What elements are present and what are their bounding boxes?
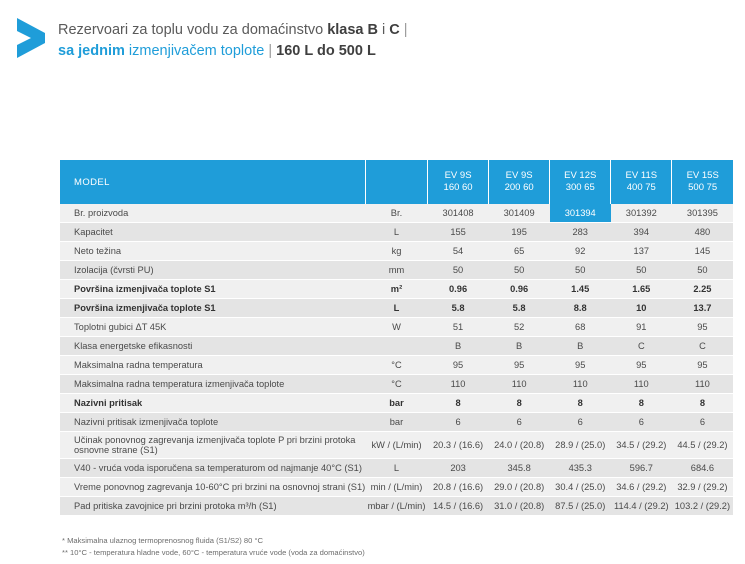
table-row [60,337,733,356]
row-value: 394 [611,223,672,242]
row-value: 29.0 / (20.8) [489,478,550,497]
row-label: Klasa energetske efikasnosti [60,337,365,356]
column-header-model-name: EV 15S [686,170,719,182]
table-row [60,478,733,497]
row-value: 34.6 / (29.2) [611,478,672,497]
row-value: 137 [611,242,672,261]
row-value: 50 [550,261,611,280]
row-value: 480 [672,223,733,242]
header-title-line-2 [58,41,408,62]
row-value: 95 [672,356,733,375]
row-label: Maksimalna radna temperatura [60,356,365,375]
row-value: 301394 [550,204,611,223]
row-value: 87.5 / (25.0) [550,497,611,516]
row-value: 44.5 / (29.2) [672,432,733,459]
document-header [0,0,745,62]
row-value: 6 [428,413,489,432]
row-value: 68 [550,318,611,337]
row-value: 30.4 / (25.0) [550,478,611,497]
row-value: 5.8 [428,299,489,318]
row-label: Maksimalna radna temperatura izmenjivača toplote [60,375,365,394]
row-value: 65 [489,242,550,261]
column-header-ev9s-160 [428,160,489,204]
row-unit: Br. [365,204,427,223]
row-value: 8 [611,394,672,413]
table-row [60,280,733,299]
row-value: 103.2 / (29.2) [672,497,733,516]
row-unit: L [365,459,427,478]
row-value: 50 [672,261,733,280]
row-unit: bar [365,413,427,432]
column-header-model-code: 160 60 [443,182,473,193]
row-label: Neto težina [60,242,365,261]
row-value: 110 [489,375,550,394]
row-unit: min / (L/min) [365,478,427,497]
column-header-ev12s-300 [550,160,611,204]
footnotes-block [62,535,365,559]
row-value: B [550,337,611,356]
row-value: 6 [489,413,550,432]
table-row [60,318,733,337]
row-value: 95 [428,356,489,375]
row-value: 6 [611,413,672,432]
row-label: Nazivni pritisak [60,394,365,413]
column-header-model-name: EV 12S [564,170,597,182]
row-value: 110 [672,375,733,394]
row-unit: L [365,299,427,318]
row-unit: mbar / (L/min) [365,497,427,516]
row-value: 8 [489,394,550,413]
header-title-separator-2: | [264,43,277,60]
row-value: 195 [489,223,550,242]
table-row [60,394,733,413]
row-value: 95 [489,356,550,375]
row-label: Površina izmenjivača toplote S1 [60,280,365,299]
header-title-conj: i [378,22,390,38]
table-row [60,261,733,280]
row-value: 684.6 [672,459,733,478]
row-value: 145 [672,242,733,261]
row-label: Pad pritiska zavojnice pri brzini protoka m³/h (S1) [60,497,365,516]
row-value: 95 [611,356,672,375]
row-value: 91 [611,318,672,337]
row-label: Nazivni pritisak izmenjivača toplote [60,413,365,432]
table-header [60,160,733,204]
chevron-right-logo-icon [14,16,48,60]
row-value: 51 [428,318,489,337]
row-unit: bar [365,394,427,413]
row-value: 301392 [611,204,672,223]
row-unit: L [365,223,427,242]
row-value: 50 [428,261,489,280]
row-value: 31.0 / (20.8) [489,497,550,516]
row-value: 13.7 [672,299,733,318]
column-header-model-name: EV 11S [625,170,658,182]
column-header-model-name: EV 9S [505,170,533,182]
row-value: 28.9 / (25.0) [550,432,611,459]
row-unit: mm [365,261,427,280]
column-header-ev11s-400 [611,160,672,204]
table-row [60,432,733,459]
row-value: 1.65 [611,280,672,299]
row-value: 54 [428,242,489,261]
column-header-model-code: 500 75 [688,182,718,193]
row-label: Učinak ponovnog zagrevanja izmenjivača toplote P pri brzini protoka osnovne strane (S1) [60,432,365,459]
row-value: 110 [428,375,489,394]
table-row [60,413,733,432]
row-value: B [489,337,550,356]
row-label: Toplotni gubici ΔT 45K [60,318,365,337]
column-header-model: MODEL [60,160,365,204]
row-value: 110 [550,375,611,394]
row-unit: W [365,318,427,337]
row-value: 0.96 [428,280,489,299]
row-value: 14.5 / (16.6) [428,497,489,516]
row-value: 283 [550,223,611,242]
column-header-ev15s-500 [672,160,733,204]
header-title-line-1 [58,20,408,41]
footnote-1: * Maksimalna ulaznog termoprenosnog fluida (S1/S2) 80 °C [62,536,264,545]
row-label: Vreme ponovnog zagrevanja 10-60°C pri brzini na osnovnoj strani (S1) [60,478,365,497]
row-value: 20.8 / (16.6) [428,478,489,497]
column-header-model-code: 400 75 [626,182,656,193]
table-row [60,204,733,223]
table-row [60,356,733,375]
header-title-block [58,16,408,62]
row-value: 95 [672,318,733,337]
row-unit: °C [365,356,427,375]
row-value: 20.3 / (16.6) [428,432,489,459]
row-value: 435.3 [550,459,611,478]
row-value: 34.5 / (29.2) [611,432,672,459]
row-label: V40 - vruća voda isporučena sa temperaturom od najmanje 40°C (S1) [60,459,365,478]
header-title-text-1: Rezervoari za toplu vodu za domaćinstvo [58,22,328,38]
specification-table-wrapper [60,160,733,516]
specification-table [60,160,733,516]
row-value: 596.7 [611,459,672,478]
row-value: 50 [611,261,672,280]
table-row [60,223,733,242]
header-subtitle-text: izmenjivačem toplote [124,43,265,60]
column-header-model-name: EV 9S [444,170,472,182]
row-value: 92 [550,242,611,261]
table-row [60,375,733,394]
header-subtitle-highlight: sa jednim [58,43,125,60]
header-capacity-range: 160 L do 500 L [276,43,376,60]
row-unit: m² [365,280,427,299]
row-value: 114.4 / (29.2) [611,497,672,516]
row-value: B [428,337,489,356]
row-value: 301409 [489,204,550,223]
row-value: 0.96 [489,280,550,299]
header-title-class-c: C [389,22,400,38]
column-header-model-code: 200 60 [504,182,534,193]
row-label: Izolacija (čvrsti PU) [60,261,365,280]
row-value: 301395 [672,204,733,223]
column-header-ev9s-200 [489,160,550,204]
row-label: Površina izmenjivača toplote S1 [60,299,365,318]
row-value: 24.0 / (20.8) [489,432,550,459]
table-header-row [60,160,733,204]
row-unit: kW / (L/min) [365,432,427,459]
table-row [60,497,733,516]
table-body [60,204,733,516]
row-value: 155 [428,223,489,242]
row-value: 10 [611,299,672,318]
row-value: 301408 [428,204,489,223]
row-unit: kg [365,242,427,261]
row-value: 5.8 [489,299,550,318]
row-value: 52 [489,318,550,337]
row-value: 8 [428,394,489,413]
row-label: Br. proizvoda [60,204,365,223]
column-header-unit [365,160,427,204]
column-header-model-code: 300 65 [565,182,595,193]
header-title-class-b: klasa B [327,22,378,38]
row-value: C [611,337,672,356]
row-unit [365,337,427,356]
row-value: 8 [672,394,733,413]
row-value: 1.45 [550,280,611,299]
row-value: 6 [672,413,733,432]
table-row [60,459,733,478]
row-value: C [672,337,733,356]
row-value: 95 [550,356,611,375]
row-value: 345.8 [489,459,550,478]
row-value: 32.9 / (29.2) [672,478,733,497]
table-row [60,242,733,261]
header-title-separator-1: | [399,22,408,38]
row-value: 8.8 [550,299,611,318]
row-value: 6 [550,413,611,432]
row-value: 110 [611,375,672,394]
footnote-2: ** 10°C - temperatura hladne vode, 60°C - temperatura vruće vode (voda za domaćinstvo) [62,547,365,557]
row-value: 2.25 [672,280,733,299]
row-value: 8 [550,394,611,413]
row-label: Kapacitet [60,223,365,242]
row-value: 203 [428,459,489,478]
table-row [60,299,733,318]
row-unit: °C [365,375,427,394]
row-value: 50 [489,261,550,280]
